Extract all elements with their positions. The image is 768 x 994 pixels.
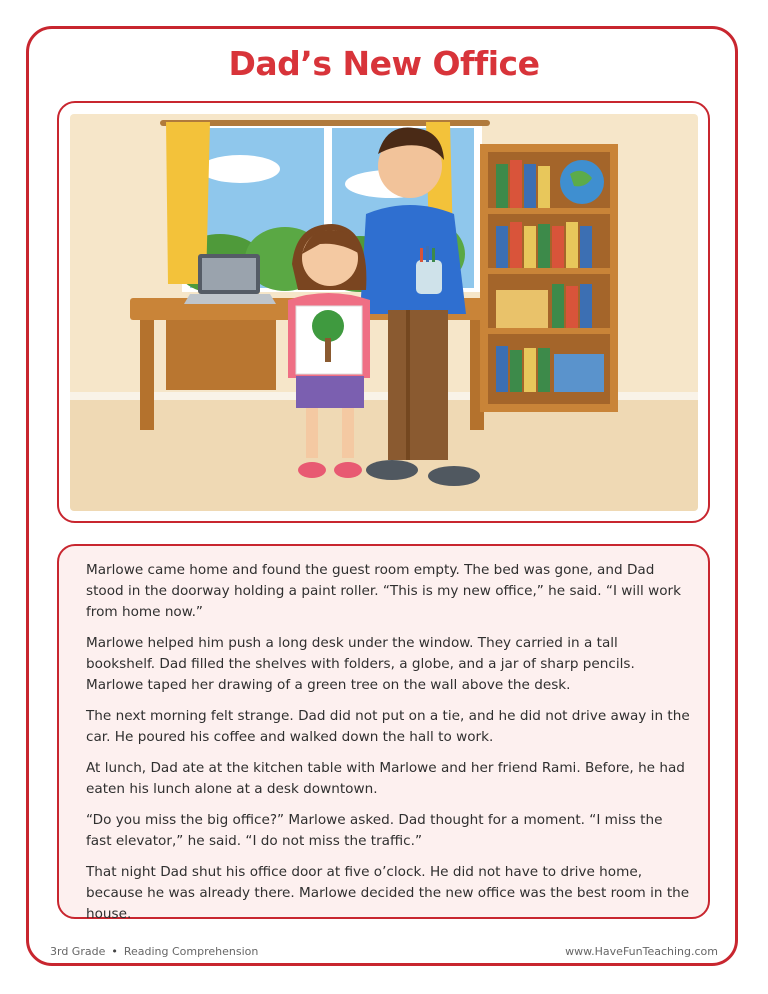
footer-grade-subject [50,945,258,958]
story-paragraph-2: Marlowe helped him push a long desk under the window. They carried in a tall bookshelf. Dad filled the shelves with folders, a globe, and a jar of sharp pencils. Marlowe taped her drawing of a green tree on the wall above the desk. [86,635,635,693]
footer-website-link[interactable]: www.HaveFunTeaching.com [565,945,718,958]
story-paragraph-3: The next morning felt strange. Dad did not put on a tie, and he did not drive away in the car. He poured his coffee and walked down the hall to work. [86,708,690,745]
story-paragraph-1: Marlowe came home and found the guest room empty. The bed was gone, and Dad stood in the doorway holding a paint roller. “This is my new office,” he said. “I will work from home now.” [86,562,681,620]
footer-grade: 3rd Grade [50,945,106,958]
footer-subject: Reading Comprehension [123,945,259,958]
story-paragraph-5: “Do you miss the big office?” Marlowe asked. Dad thought for a moment. “I miss the fast elevator,” he said. “I do not miss the traffic.” [86,812,663,849]
story-text [86,560,690,935]
story-paragraph-4: At lunch, Dad ate at the kitchen table with Marlowe and her friend Rami. Before, he had eaten his lunch alone at a desk downtown. [86,760,685,797]
story-paragraph-6: That night Dad shut his office door at five o’clock. He did not have to drive home, because he was already there. Marlowe decided the new office was the best room in the house. [86,864,690,922]
page-title: Dad’s New Office [228,44,540,83]
bullet-separator: • [111,945,118,958]
story-illustration [70,114,698,511]
